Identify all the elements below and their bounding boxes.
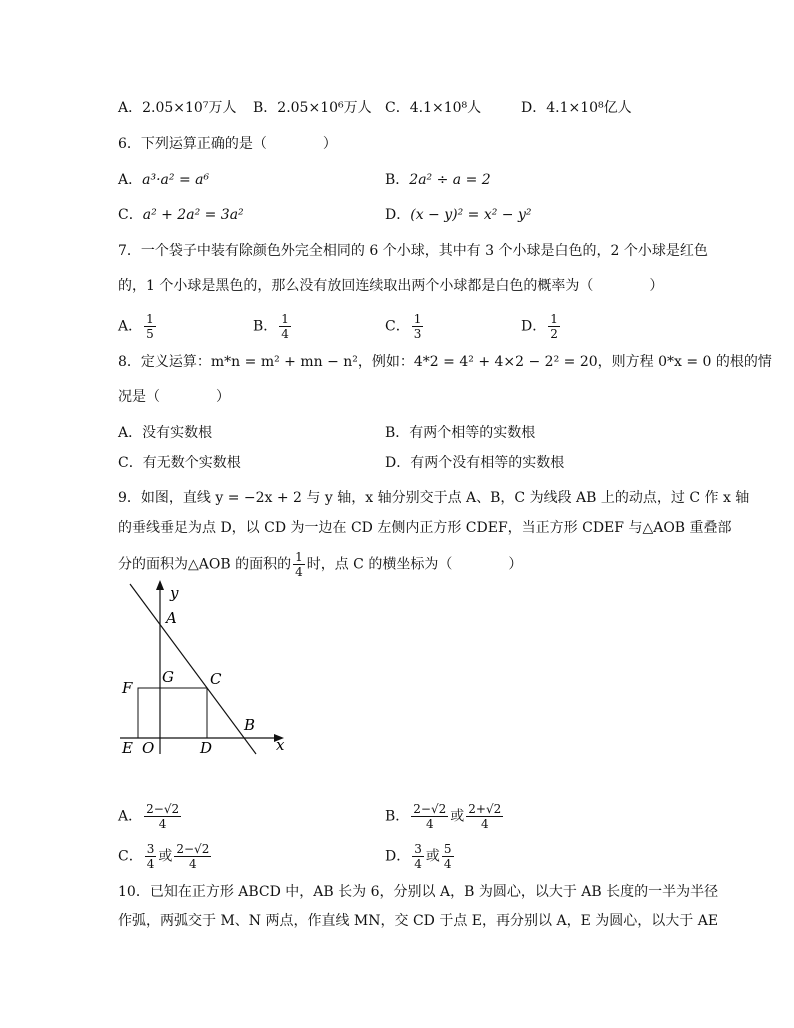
q9-stem-line2: 的垂线垂足为点 D，以 CD 为一边在 CD 左侧内正方形 CDEF，当正方形 CDEF 与△AOB 重叠部 [118,520,732,536]
y-axis-arrow [156,580,164,590]
q8-option-c [118,453,241,473]
option-label: D． [521,100,547,116]
or-text: 或 [425,848,440,865]
option-label: C． [385,100,410,116]
fraction-denominator: 2 [550,327,558,341]
option-text: 2.05×10⁷万人 [142,100,237,116]
q9-option-d [385,842,456,871]
label-e: E [122,739,133,757]
fraction-numerator: 1 [281,312,289,326]
option-label: D． [385,848,411,865]
option-label: C． [118,207,143,223]
fraction-numerator: 1 [413,312,422,326]
option-text: a² + 2a² = 3a² [142,207,244,223]
option-text: 2.05×10⁶万人 [277,100,372,116]
fraction-denominator: 4 [425,817,434,831]
option-text: 2a² ÷ a = 2 [409,172,491,188]
fraction [412,312,424,341]
label-c: C [210,670,222,688]
q6-option-d [385,205,532,225]
fraction [466,802,503,831]
or-text: 或 [158,848,173,865]
label-f: F [122,679,133,697]
label-x: x [276,736,285,754]
q7-stem-line1: 7．一个袋子中装有除颜色外完全相同的 6 个小球，其中有 3 个小球是白色的，2 个小球是红色 [118,243,708,259]
option-text: a³·a² = a⁶ [142,172,210,188]
fraction [411,802,448,831]
fraction-numerator: 2−√2 [176,842,210,856]
option-label: A． [118,318,143,335]
option-label: A． [118,425,143,441]
fraction-numerator: 2−√2 [146,802,180,816]
label-g: G [162,668,174,686]
label-b: B [244,716,256,734]
fraction-numerator: 3 [146,842,155,856]
q5-option-d [521,98,632,118]
q8-option-d [385,453,564,473]
q7-stem-line2: 的，1 个小球是黑色的，那么没有放回连续取出两个小球都是白色的概率为（ ） [118,278,664,294]
q5-option-a [118,98,236,118]
fraction-denominator: 5 [146,327,154,341]
option-label: B． [385,172,410,188]
fraction-numerator: 3 [414,842,422,856]
q7-option-d [521,312,562,341]
q9-option-b [385,802,505,831]
label-o: O [142,739,155,757]
option-text: 有两个没有相等的实数根 [410,455,565,471]
fraction-denominator: 4 [158,817,167,831]
q9-option-c [118,842,213,871]
q10-line1: 10．已知在正方形 ABCD 中，AB 长为 6，分别以 A，B 为圆心，以大于 AB 长度的一半为半径 [118,884,719,900]
fraction-denominator: 4 [414,857,422,871]
option-label: D． [385,207,411,223]
q6-option-c [118,205,244,225]
q7-option-b [253,312,293,341]
option-label: D． [521,318,547,335]
option-text: (x − y)² = x² − y² [410,207,532,223]
option-text: 4.1×10⁸亿人 [546,100,632,116]
q6-stem: 6．下列运算正确的是（ ） [118,136,337,152]
fraction [144,802,181,831]
stem-text: 分的面积为△AOB 的面积的 [118,556,292,573]
q6-option-a [118,170,209,190]
q7-option-c [385,312,425,341]
fraction-denominator: 3 [413,327,422,341]
fraction-numerator: 5 [443,842,452,856]
fraction-denominator: 4 [443,857,452,871]
option-text: 没有实数根 [142,425,213,441]
option-label: B． [385,425,410,441]
option-text: 有无数个实数根 [142,455,241,471]
fraction-numerator: 1 [295,550,303,564]
fraction [412,842,424,871]
or-text: 或 [450,808,465,825]
q8-option-b [385,423,535,443]
fraction-denominator: 4 [281,327,289,341]
fraction [548,312,560,341]
option-label: A． [118,172,143,188]
option-label: B． [253,100,278,116]
q8-option-a [118,423,212,443]
q9-option-a [118,802,183,831]
q9-stem-line1: 9．如图，直线 y = −2x + 2 与 y 轴，x 轴分别交于点 A、B，C 为线段 AB 上的动点，过 C 作 x 轴 [118,490,750,506]
option-text: 4.1×10⁸人 [409,100,482,116]
fraction-numerator: 2−√2 [413,802,447,816]
option-label: D． [385,455,411,471]
fraction-denominator: 4 [480,817,489,831]
fraction [279,312,291,341]
option-label: A． [118,808,143,825]
q6-option-b [385,170,491,190]
label-y: y [170,584,179,602]
fraction-numerator: 1 [146,312,154,326]
option-label: C． [118,848,143,865]
option-label: B． [253,318,278,335]
fraction [293,550,305,579]
q9-stem-line3 [118,550,522,579]
fraction [144,312,156,341]
fraction-denominator: 4 [295,565,303,579]
q9-figure [110,578,300,758]
label-d: D [200,739,213,757]
fraction-numerator: 1 [550,312,558,326]
stem-text: 时，点 C 的横坐标为（ ） [306,556,523,573]
line-ab [130,584,256,754]
q7-option-a [118,312,158,341]
square-cdef [138,688,207,738]
label-a: A [166,609,177,627]
q8-stem-line1: 8．定义运算：m*n = m² + mn − n²，例如：4*2 = 4² + 4×2 − 2² = 20，则方程 0*x = 0 的根的情 [118,354,772,370]
option-label: C． [385,318,410,335]
q8-stem-line2: 况是（ ） [118,389,230,405]
option-label: B． [385,808,410,825]
fraction-denominator: 4 [189,857,197,871]
option-label: C． [118,455,143,471]
q5-option-b [253,98,372,118]
fraction-denominator: 4 [146,857,155,871]
fraction [442,842,454,871]
q10-line2: 作弧，两弧交于 M、N 两点，作直线 MN，交 CD 于点 E，再分别以 A，E 为圆心，以大于 AE [118,913,719,929]
q5-option-c [385,98,481,118]
fraction [174,842,211,871]
fraction-numerator: 2+√2 [468,802,502,816]
option-label: A． [118,100,143,116]
option-text: 有两个相等的实数根 [409,425,536,441]
fraction [145,842,157,871]
